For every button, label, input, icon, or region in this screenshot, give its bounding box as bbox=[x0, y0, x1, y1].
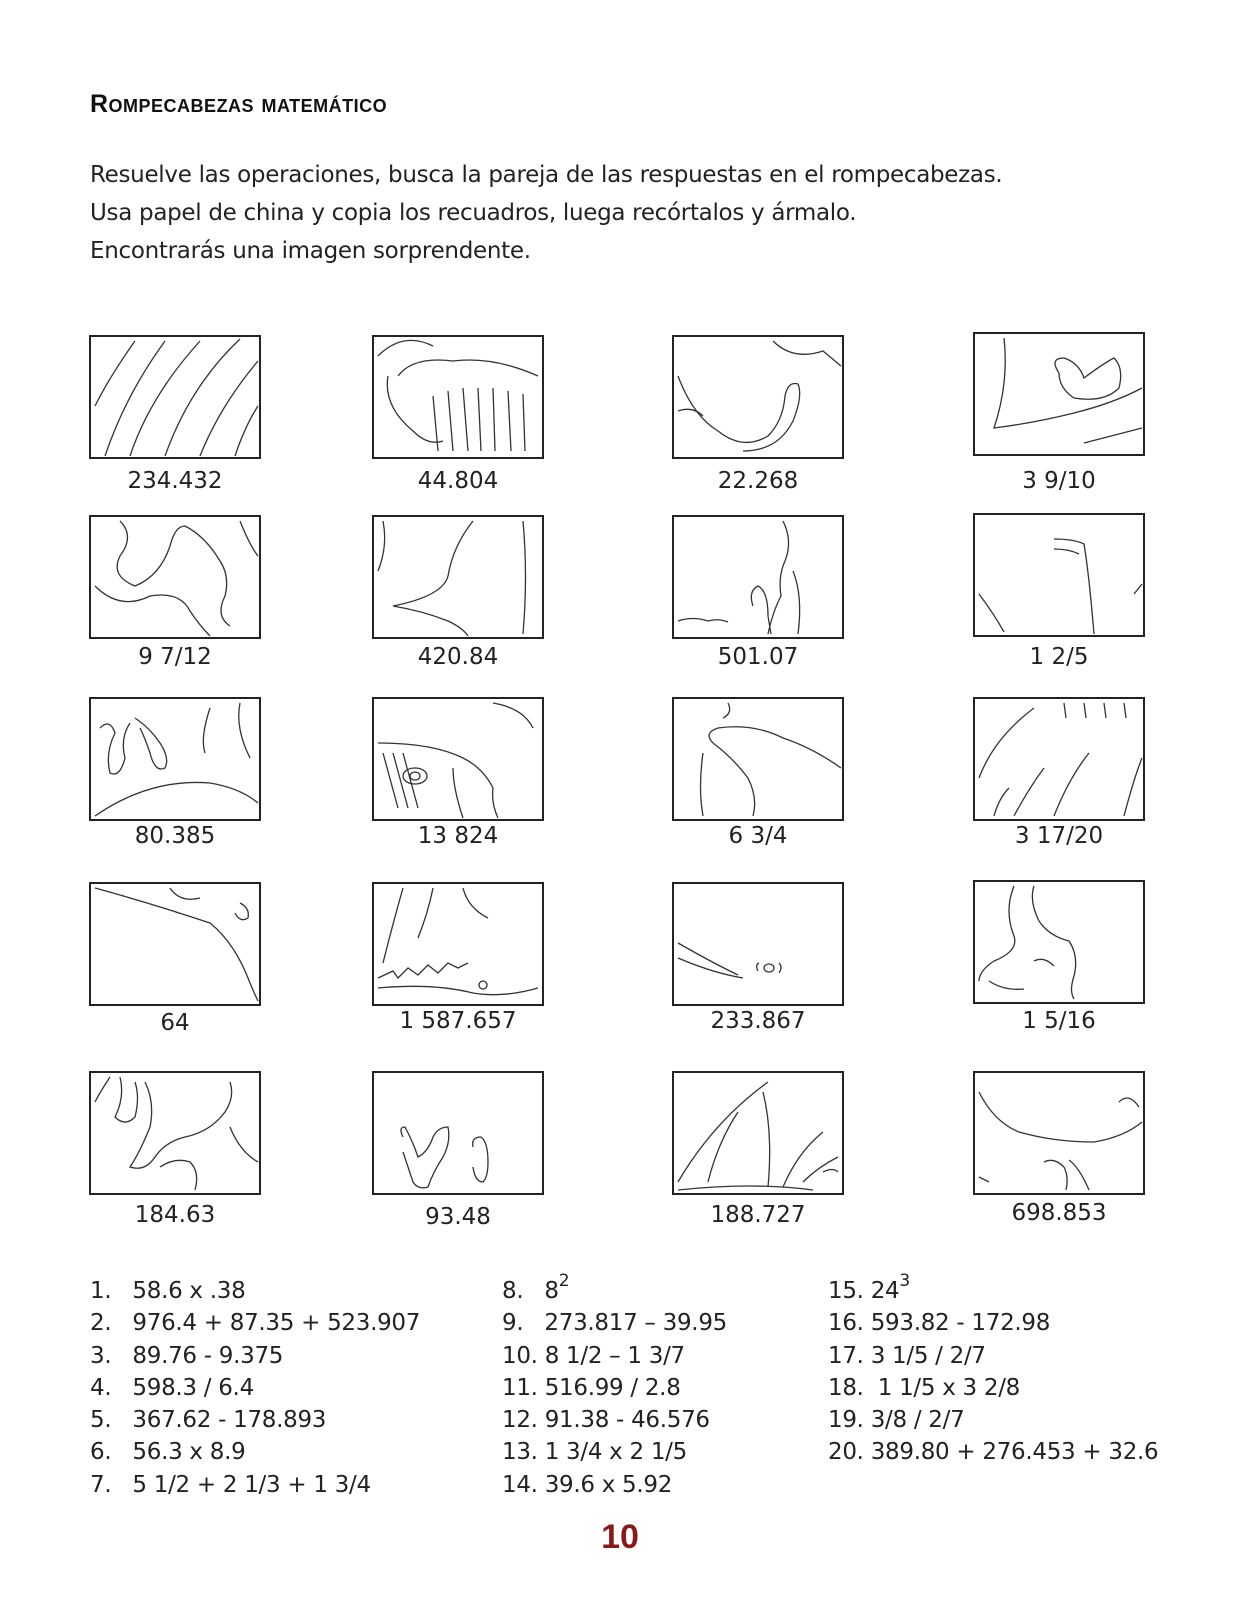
operation-item bbox=[502, 1469, 727, 1501]
operation-number: 15. bbox=[828, 1278, 864, 1304]
piece-answer: 1 2/5 bbox=[1029, 644, 1089, 670]
operations-column-2 bbox=[502, 1271, 727, 1501]
operation-text: 5 1/2 + 2 1/3 + 1 3/4 bbox=[132, 1471, 371, 1498]
instruction-line: Encontrarás una imagen sorprendente. bbox=[90, 238, 531, 264]
piece-answer: 9 7/12 bbox=[138, 644, 212, 670]
operation-number: 19. bbox=[828, 1407, 864, 1434]
operation-item bbox=[502, 1340, 727, 1372]
operation-text: 91.38 - 46.576 bbox=[544, 1407, 710, 1434]
page-title: Rompecabezas matemático bbox=[90, 90, 388, 118]
piece-drawing bbox=[974, 1072, 1144, 1194]
operation-number: 16. bbox=[828, 1310, 864, 1337]
operation-exponent: 3 bbox=[899, 1271, 910, 1291]
piece-drawing bbox=[673, 516, 843, 638]
piece-drawing bbox=[373, 698, 543, 820]
piece-answer: 234.432 bbox=[127, 468, 223, 494]
operation-number: 2. bbox=[90, 1310, 112, 1337]
piece-drawing bbox=[90, 516, 260, 638]
piece-drawing bbox=[673, 336, 843, 458]
operation-text: 367.62 - 178.893 bbox=[132, 1407, 327, 1434]
piece-answer: 698.853 bbox=[1011, 1200, 1107, 1226]
operation-item bbox=[90, 1275, 420, 1307]
operation-text: 56.3 x 8.9 bbox=[132, 1439, 246, 1466]
operation-exponent: 2 bbox=[558, 1271, 570, 1291]
operation-number: 5. bbox=[90, 1407, 112, 1434]
instruction-line: Usa papel de china y copia los recuadros, luega recórtalos y ármalo. bbox=[90, 200, 857, 226]
operation-number: 3. bbox=[90, 1342, 112, 1369]
operation-item bbox=[828, 1372, 1158, 1404]
operation-base: 8 bbox=[544, 1278, 559, 1304]
operation-text: 3 1/5 / 2/7 bbox=[870, 1342, 986, 1369]
operation-text: 593.82 - 172.98 bbox=[870, 1310, 1051, 1337]
operation-text: 3/8 / 2/7 bbox=[870, 1407, 965, 1434]
operation-number: 14. bbox=[502, 1471, 538, 1498]
operation-item bbox=[90, 1372, 420, 1404]
piece-drawing bbox=[90, 336, 260, 458]
instruction-line: Resuelve las operaciones, busca la pareja de las respuestas en el rompecabezas. bbox=[90, 162, 1003, 188]
operation-text: 39.6 x 5.92 bbox=[544, 1471, 673, 1498]
operation-item bbox=[828, 1404, 1158, 1436]
piece-drawing bbox=[974, 514, 1144, 636]
operation-item bbox=[90, 1469, 420, 1501]
operation-text: 273.817 – 39.95 bbox=[544, 1310, 727, 1337]
operations-column-3 bbox=[828, 1271, 1159, 1469]
operation-text: 89.76 - 9.375 bbox=[132, 1342, 284, 1369]
operation-number: 11. bbox=[502, 1374, 538, 1401]
piece-answer: 80.385 bbox=[134, 823, 216, 849]
piece-answer: 501.07 bbox=[717, 644, 799, 670]
operation-item bbox=[502, 1271, 727, 1307]
operation-item bbox=[90, 1307, 420, 1339]
piece-answer: 3 17/20 bbox=[1014, 823, 1104, 849]
piece-answer: 1 5/16 bbox=[1022, 1008, 1096, 1034]
operation-text: 389.80 + 276.453 + 32.6 bbox=[870, 1439, 1159, 1466]
operation-item bbox=[828, 1307, 1158, 1339]
operation-item bbox=[502, 1372, 727, 1404]
operation-item bbox=[502, 1436, 727, 1468]
operation-number: 10. bbox=[502, 1342, 538, 1369]
piece-drawing bbox=[974, 698, 1144, 820]
piece-drawing bbox=[373, 516, 543, 638]
piece-answer: 64 bbox=[160, 1010, 190, 1036]
piece-drawing bbox=[90, 1072, 260, 1194]
operation-text: 8 1/2 – 1 3/7 bbox=[544, 1342, 685, 1369]
piece-drawing bbox=[673, 1072, 843, 1194]
piece-drawing bbox=[373, 883, 543, 1005]
operation-number: 7. bbox=[90, 1471, 112, 1498]
piece-drawing bbox=[673, 698, 843, 820]
piece-drawing bbox=[673, 883, 843, 1005]
operation-number: 12. bbox=[502, 1407, 538, 1434]
piece-drawing bbox=[90, 883, 260, 1005]
operation-number: 13. bbox=[502, 1439, 538, 1466]
operation-text: 976.4 + 87.35 + 523.907 bbox=[132, 1310, 421, 1337]
operation-base: 24 bbox=[870, 1278, 900, 1304]
piece-answer: 6 3/4 bbox=[728, 823, 788, 849]
operation-number: 20. bbox=[828, 1439, 864, 1466]
piece-answer: 1 587.657 bbox=[399, 1008, 517, 1034]
operation-number: 9. bbox=[502, 1310, 524, 1337]
piece-answer: 3 9/10 bbox=[1022, 468, 1096, 494]
operation-number: 4. bbox=[90, 1374, 112, 1401]
operation-number: 18. bbox=[828, 1374, 864, 1401]
operation-text: 598.3 / 6.4 bbox=[132, 1374, 254, 1401]
operation-item bbox=[828, 1436, 1158, 1468]
piece-drawing bbox=[974, 881, 1144, 1003]
operation-item bbox=[828, 1340, 1158, 1372]
operation-text: 1 3/4 x 2 1/5 bbox=[544, 1439, 687, 1466]
piece-answer: 188.727 bbox=[710, 1202, 806, 1228]
piece-answer: 420.84 bbox=[417, 644, 499, 670]
piece-drawing bbox=[373, 336, 543, 458]
piece-answer: 44.804 bbox=[417, 468, 499, 494]
operation-text: 1 1/5 x 3 2/8 bbox=[877, 1374, 1020, 1401]
piece-answer: 93.48 bbox=[425, 1204, 491, 1230]
operation-item bbox=[90, 1340, 420, 1372]
operation-item bbox=[502, 1307, 727, 1339]
piece-answer: 22.268 bbox=[717, 468, 799, 494]
operation-item bbox=[90, 1436, 420, 1468]
piece-drawing bbox=[90, 698, 260, 820]
piece-answer: 13 824 bbox=[417, 823, 499, 849]
operation-text: 58.6 x .38 bbox=[132, 1278, 246, 1304]
piece-drawing bbox=[974, 333, 1144, 455]
operation-number: 17. bbox=[828, 1342, 864, 1369]
operation-number: 6. bbox=[90, 1439, 112, 1466]
operation-text: 516.99 / 2.8 bbox=[544, 1374, 681, 1401]
page-number: 10 bbox=[601, 1518, 639, 1556]
operation-number: 1. bbox=[90, 1278, 112, 1304]
piece-drawing bbox=[373, 1072, 543, 1194]
piece-answer: 184.63 bbox=[134, 1202, 216, 1228]
operation-item bbox=[90, 1404, 420, 1436]
piece-answer: 233.867 bbox=[710, 1008, 806, 1034]
operation-item bbox=[502, 1404, 727, 1436]
instructions bbox=[90, 156, 1170, 270]
operation-number: 8. bbox=[502, 1278, 524, 1304]
operations-column-1 bbox=[90, 1275, 420, 1501]
operation-item bbox=[828, 1271, 1158, 1307]
